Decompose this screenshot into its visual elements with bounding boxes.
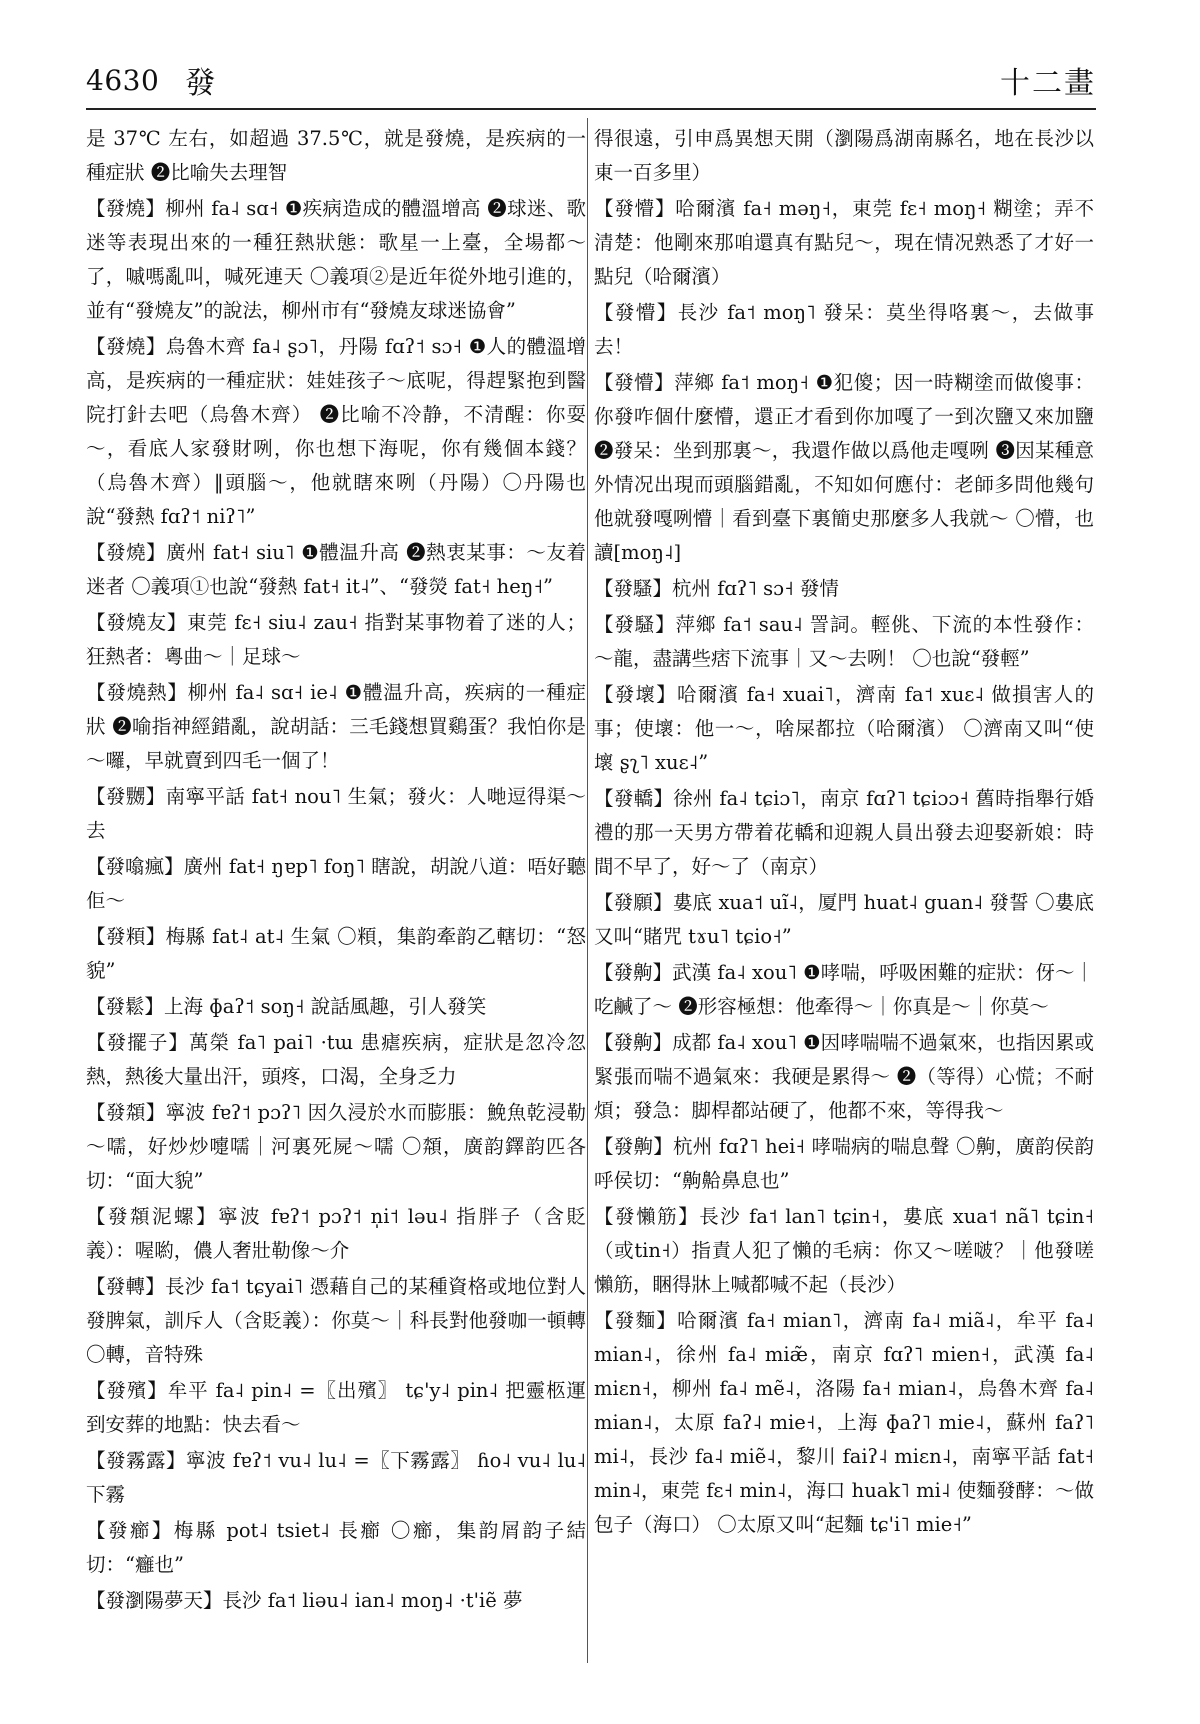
- column-divider: [587, 118, 588, 1663]
- dictionary-entry: 【發轎】徐州 fa˨ tɕiɔ˥，南京 fɑʔ˥ tɕiɔɔ˧ 舊時指舉行婚禮的那一天男方帶着花轎和迎親人員出發去迎娶新娘：時間不早了，好～了（南京）: [594, 787, 1094, 878]
- dictionary-entry: 【發懵】哈爾濱 fa˧ mǝŋ˧，東莞 fɛ˧ moŋ˧ 糊塗；弄不清楚：他剛來那咱還真有點兒～，現在情况熟悉了才好一點兒（哈爾濱）: [594, 197, 1094, 288]
- dictionary-entry: 【發騷】杭州 fɑʔ˥ sɔ˧ 發情: [594, 577, 839, 600]
- dictionary-entry: 【發懵】萍鄉 fa˦ moŋ˧ ❶犯傻；因一時糊塗而做傻事：你發咋個什麼懵，還正才看到你加嘎了一到次鹽又來加鹽 ❷發呆：坐到那裏～，我還作做以爲他走嘎咧 ❸因某種意外情况出現而頭腦錯亂，不知如何應付：老師多問他幾句他就發嘎咧懵｜看到臺下裏簡史那麼多人我就～ 〇懵，也讀[moŋ˨]: [594, 371, 1094, 564]
- dictionary-entry: 【發嬲】南寧平話 fat˧ nou˥ 生氣；發火：人哋逗得渠～去: [86, 785, 586, 842]
- header-rule: [86, 108, 1096, 110]
- dictionary-entry: 【發瀏陽夢天】長沙 fa˦ liǝu˨ ian˨ moŋ˨ ·t'iẽ 夢: [86, 1589, 523, 1612]
- dictionary-entry: 【發霧露】寧波 fɐʔ˦ vu˨ lu˨ =〖下霧露〗 ɦo˨ vu˨ lu˨ 下霧: [86, 1449, 586, 1506]
- dictionary-entry: 【發齁】武漢 fa˨ xou˥ ❶哮喘，呼吸困難的症狀：伢～｜吃鹹了～ ❷形容極想：他牽得～｜你真是～｜你莫～: [594, 961, 1094, 1018]
- dictionary-entry: 【發燒友】東莞 fɛ˧ siu˨ zau˧ 指對某事物着了迷的人；狂熱者：粵曲～｜足球～: [86, 611, 586, 668]
- right-column: [594, 122, 1094, 1662]
- dictionary-entry: 【發燒】廣州 fat˧ siu˥ ❶體温升高 ❷熱衷某事：～友着迷者 〇義項①也說“發熱 fat˧ it˨”、“發熒 fat˧ heŋ˧”: [86, 541, 586, 598]
- dictionary-entry: 【發齁】杭州 fɑʔ˥ hei˧ 哮喘病的喘息聲 〇齁，廣韵侯韵呼侯切：“齁䶎鼻息也”: [594, 1135, 1094, 1192]
- dictionary-entry: 【發噏瘋】廣州 fat˧ ŋɐp˥ foŋ˥ 瞎說，胡說八道：唔好聽佢～: [86, 855, 586, 912]
- entry-continuation: 是 37℃ 左右，如超過 37.5℃，就是發燒，是疾病的一種症狀 ❷比喻失去理智: [86, 127, 586, 184]
- dictionary-entry: 【發頪】梅縣 fat˨ at˨ 生氣 〇頪，集韵牽韵乙轄切：“怒貌”: [86, 925, 586, 982]
- page-header: [86, 58, 1096, 102]
- dictionary-entry: 【發壞】哈爾濱 fa˧ xuai˥，濟南 fa˦ xuɛ˨ 做損害人的事；使壞：他一～，啥屎都拉（哈爾濱） 〇濟南又叫“使壞 ʂʅ˥ xuɛ˨”: [594, 683, 1094, 774]
- dictionary-entry: 【發願】婁底 xua˦ uĩ˨，厦門 huat˨ guan˨ 發誓 〇婁底又叫“賭咒 tɤu˥ tɕio˧”: [594, 891, 1094, 948]
- dictionary-entry: 【發燒熱】柳州 fa˨ sɑ˧ ie˨ ❶體温升高，疾病的一種症狀 ❷喻指神經錯亂，說胡話：三毛錢想買鷄蛋？我怕你是～囉，早就賣到四毛一個了！: [86, 681, 586, 772]
- dictionary-entry: 【發燒】烏魯木齊 fa˨ ʂɔ˥，丹陽 fɑʔ˦ sɔ˧ ❶人的體溫增高，是疾病的一種症狀：娃娃孩子～底呢，得趕緊抱到醫院打針去吧（烏魯木齊） ❷比喻不冷静，不清醒：你耍～，看底人家發財咧，你也想下海呢，你有幾個本錢？（烏魯木齊）‖頭腦～，他就瞎來咧（丹陽）〇丹陽也說“發熱 fɑʔ˦ niʔ˥”: [86, 335, 586, 528]
- dictionary-entry: 【發頮泥螺】寧波 fɐʔ˦ pɔʔ˦ n̩i˦ lǝu˨ 指胖子（含貶義）：喔喲，儂人奢壯勒像～介: [86, 1205, 586, 1262]
- head-character: 發: [185, 66, 216, 101]
- dictionary-entry: 【發懶筋】長沙 fa˦ lan˥ tɕin˧，婁底 xua˦ nã˥ tɕin˧（或tin˧）指責人犯了懶的毛病：你又～嗟啵？｜他發嗟懶筋，睏得牀上喊都喊不起（長沙）: [594, 1205, 1094, 1296]
- dictionary-entry: 【發轉】長沙 fa˦ tɕyai˥ 憑藉自己的某種資格或地位對人發脾氣，訓斥人（含貶義）：你莫～｜科長對他發咖一頓轉 〇轉，音特殊: [86, 1275, 586, 1366]
- dictionary-entry: 【發騷】萍鄉 fa˦ sau˨ 詈詞。輕佻、下流的本性發作：～龍，盡講些痞下流事｜又～去咧！ 〇也說“發輕”: [594, 613, 1094, 670]
- left-column: [86, 122, 586, 1662]
- dictionary-entry: 【發懵】長沙 fa˦ moŋ˥ 發呆：莫坐得咯裏～，去做事去！: [594, 301, 1094, 358]
- dictionary-entry: 【發癤】梅縣 pot˨ tsiet˨ 長癤 〇癤，集韵屑韵子結切：“癰也”: [86, 1519, 586, 1576]
- dictionary-entry: 【發殯】牟平 fa˨ pin˨ =〖出殯〗 tɕ'y˨ pin˨ 把靈柩運到安葬的地點：快去看～: [86, 1379, 586, 1436]
- dictionary-entry: 【發擺子】萬榮 fa˥ pai˥ ·tɯ 患瘧疾病，症狀是忽冷忽熱，熱後大量出汗，頭疼，口渴，全身乏力: [86, 1031, 586, 1088]
- page-number: 4630: [86, 63, 160, 97]
- dictionary-entry: 【發燒】柳州 fa˨ sɑ˧ ❶疾病造成的體溫增高 ❷球迷、歌迷等表現出來的一種狂熱狀態：歌星一上臺，全場都～了，嘁嗎亂叫，喊死連天 〇義項②是近年從外地引進的，並有“發燒友”的說法，柳州市有“發燒友球迷協會”: [86, 197, 586, 322]
- dictionary-entry: 【發齁】成都 fa˨ xou˥ ❶因哮喘喘不過氣來，也指因累或緊張而喘不過氣來：我硬是累得～ ❷（等得）心慌；不耐煩；發急：脚桿都站硬了，他都不來，等得我～: [594, 1031, 1094, 1122]
- dictionary-entry: 【發頮】寧波 fɐʔ˦ pɔʔ˥ 因久浸於水而膨脹：鮸魚乾浸勒～嚅，好炒炒嚏嚅｜河裏死屍～嚅 〇頮，廣韵鐸韵匹各切：“面大貌”: [86, 1101, 586, 1192]
- dictionary-entry: 【發鬆】上海 ɸaʔ˦ soŋ˧ 說話風趣，引人發笑: [86, 995, 487, 1018]
- dictionary-entry: 【發麵】哈爾濱 fa˧ mian˥，濟南 fa˨ miã˨，牟平 fa˨ mian˨，徐州 fa˨ miæ̃，南京 fɑʔ˥ mien˧，武漢 fa˨ miɛn˧，柳州 fa˨ mẽ˨，洛陽 fa˧ mian˨，烏魯木齊 fa˨ mian˨，太原 faʔ˨ mie˧，上海 ɸaʔ˥ mie˨，蘇州 faʔ˥ mi˨，長沙 fa˨ miẽ˨，黎川 faiʔ˨ miɛn˨，南寧平話 fat˧ min˨，東莞 fɛ˧ min˨，海口 huak˥ mi˨ 使麵發酵：～做包子（海口） 〇太原又叫“起麵 tɕ'i˥ mie˧”: [594, 1309, 1094, 1536]
- entry-continuation: 得很遠，引申爲異想天開（瀏陽爲湖南縣名，地在長沙以東一百多里）: [594, 127, 1094, 184]
- stroke-section-label: 十二畫: [1000, 66, 1096, 101]
